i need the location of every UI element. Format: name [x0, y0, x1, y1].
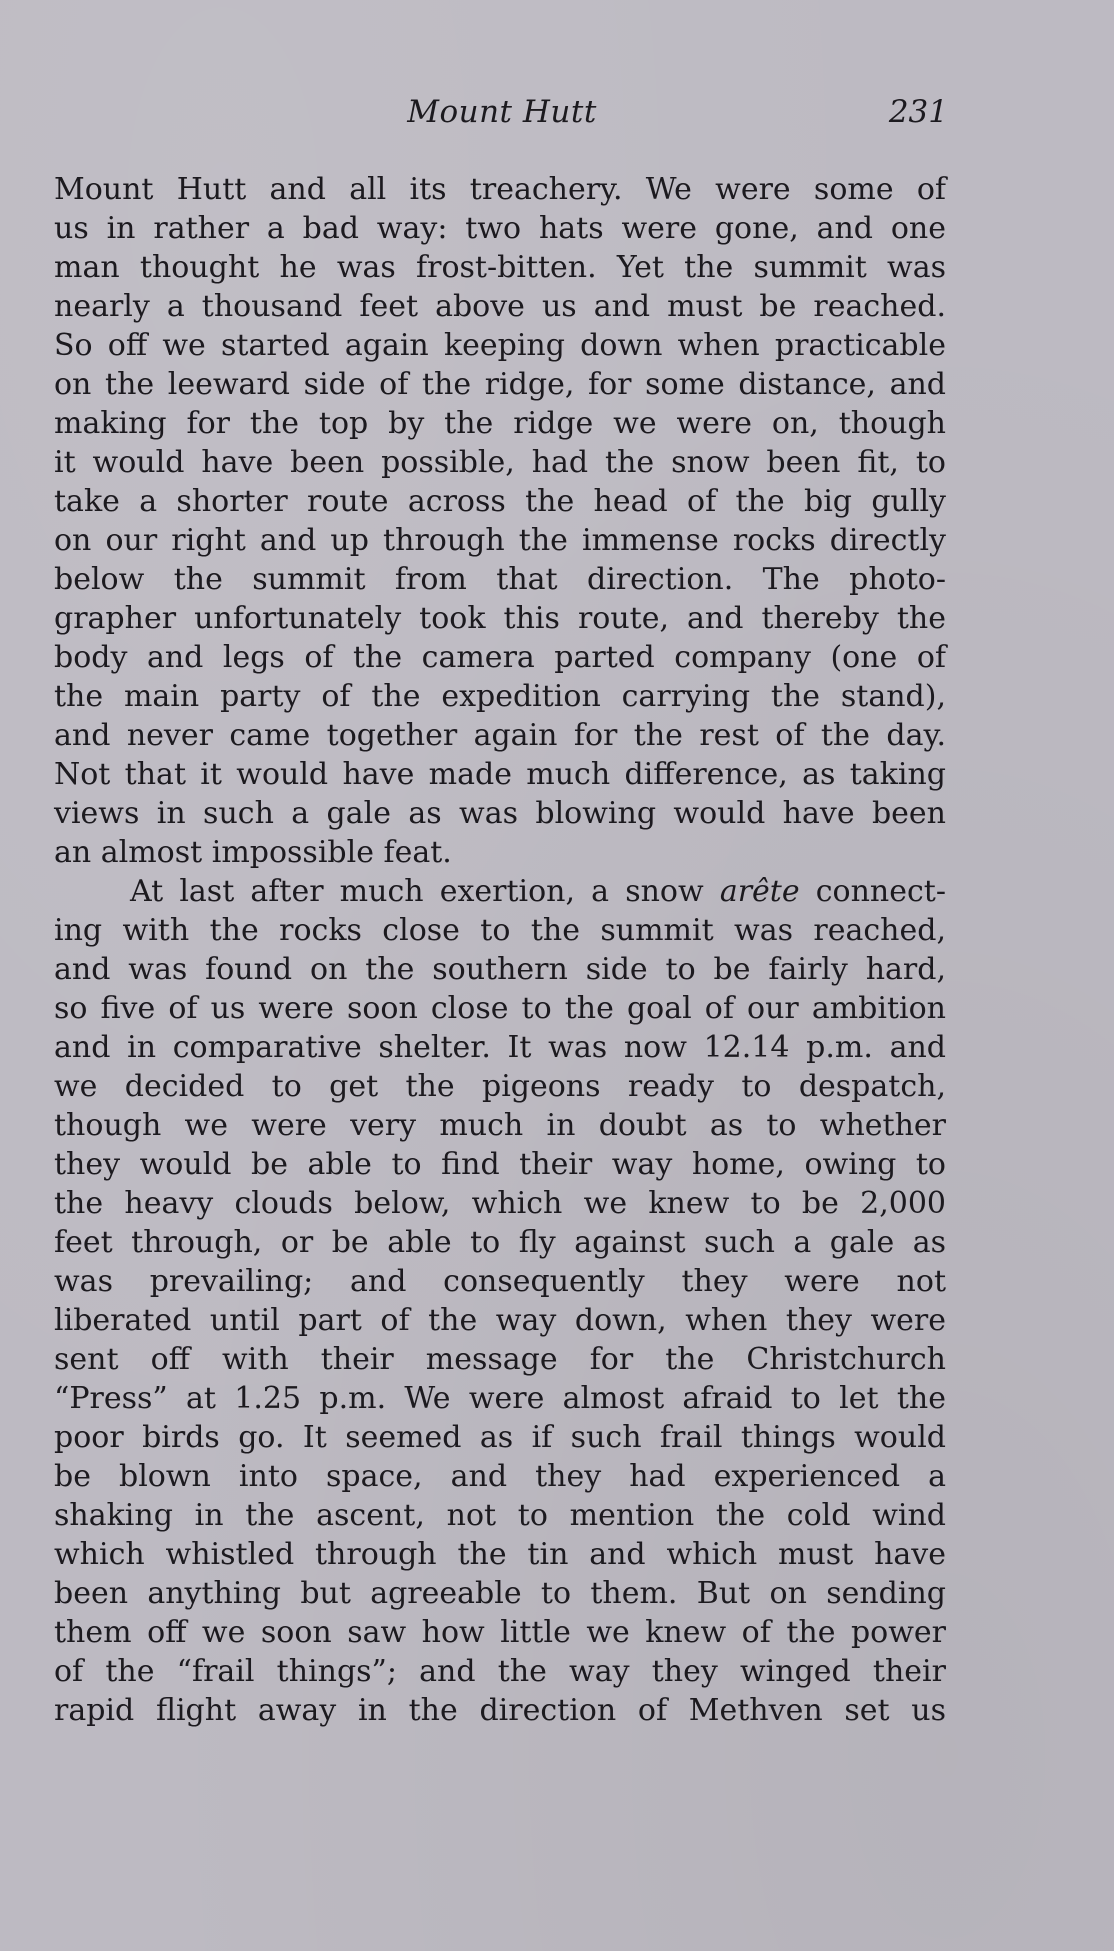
text-line: grapher unfortunately took this route, and thereby the	[54, 601, 946, 636]
text-segment: connect-	[799, 874, 947, 909]
text-line: and in comparative shelter. It was now 12.14 p.m. and	[54, 1030, 946, 1065]
text-line: an almost impossible feat.	[54, 835, 452, 870]
text-line: and was found on the southern side to be fairly hard,	[54, 952, 946, 987]
text-line: Not that it would have made much difference, as taking	[54, 757, 946, 792]
text-segment: At last after much exertion, a snow	[130, 874, 720, 909]
paragraph-first-line	[54, 872, 946, 911]
text-line: them off we soon saw how little we knew of the power	[54, 1615, 946, 1650]
text-line: poor birds go. It seemed as if such frail things would	[54, 1420, 946, 1455]
running-title: Mount Hutt	[407, 94, 597, 130]
text-line: body and legs of the camera parted company (one of	[54, 640, 946, 675]
text-line: making for the top by the ridge we were on, though	[54, 406, 946, 441]
text-line: which whistled through the tin and which must have	[54, 1537, 946, 1572]
text-line: be blown into space, and they had experienced a	[54, 1459, 946, 1494]
running-head	[56, 92, 948, 136]
text-line: we decided to get the pigeons ready to despatch,	[54, 1069, 946, 1104]
text-line: below the summit from that direction. The photo-	[54, 562, 946, 597]
text-line: of the “frail things”; and the way they winged their	[54, 1654, 946, 1689]
text-line: liberated until part of the way down, when they were	[54, 1303, 946, 1338]
body-text	[54, 170, 946, 1730]
text-line: and never came together again for the rest of the day.	[54, 718, 946, 753]
text-line: the heavy clouds below, which we knew to be 2,000	[54, 1186, 946, 1221]
text-line: take a shorter route across the head of the big gully	[54, 484, 946, 519]
italic-term: arête	[719, 874, 800, 909]
text-line: on the leeward side of the ridge, for some distance, and	[54, 367, 946, 402]
text-line: they would be able to find their way home, owing to	[54, 1147, 946, 1182]
text-line: “Press” at 1.25 p.m. We were almost afraid to let the	[54, 1381, 946, 1416]
text-line: rapid flight away in the direction of Methven set us	[54, 1693, 946, 1728]
text-line: was prevailing; and consequently they were not	[54, 1264, 946, 1299]
text-line: the main party of the expedition carrying the stand),	[54, 679, 946, 714]
page-number: 231	[888, 94, 948, 130]
text-line: been anything but agreeable to them. But on sending	[54, 1576, 946, 1611]
text-line: though we were very much in doubt as to whether	[54, 1108, 946, 1143]
text-line: feet through, or be able to fly against such a gale as	[54, 1225, 946, 1260]
text-line: nearly a thousand feet above us and must be reached.	[54, 289, 946, 324]
text-line: us in rather a bad way: two hats were gone, and one	[54, 211, 946, 246]
text-line: sent off with their message for the Christchurch	[54, 1342, 946, 1377]
text-line: Mount Hutt and all its treachery. We were some of	[54, 172, 946, 207]
text-line: so five of us were soon close to the goal of our ambition	[54, 991, 946, 1026]
text-line: shaking in the ascent, not to mention the cold wind	[54, 1498, 946, 1533]
text-line: So off we started again keeping down when practicable	[54, 328, 946, 363]
text-line: on our right and up through the immense rocks directly	[54, 523, 946, 558]
text-line: man thought he was frost-bitten. Yet the summit was	[54, 250, 946, 285]
text-line: ing with the rocks close to the summit was reached,	[54, 913, 946, 948]
text-line: it would have been possible, had the snow been fit, to	[54, 445, 946, 480]
text-line: views in such a gale as was blowing would have been	[54, 796, 946, 831]
